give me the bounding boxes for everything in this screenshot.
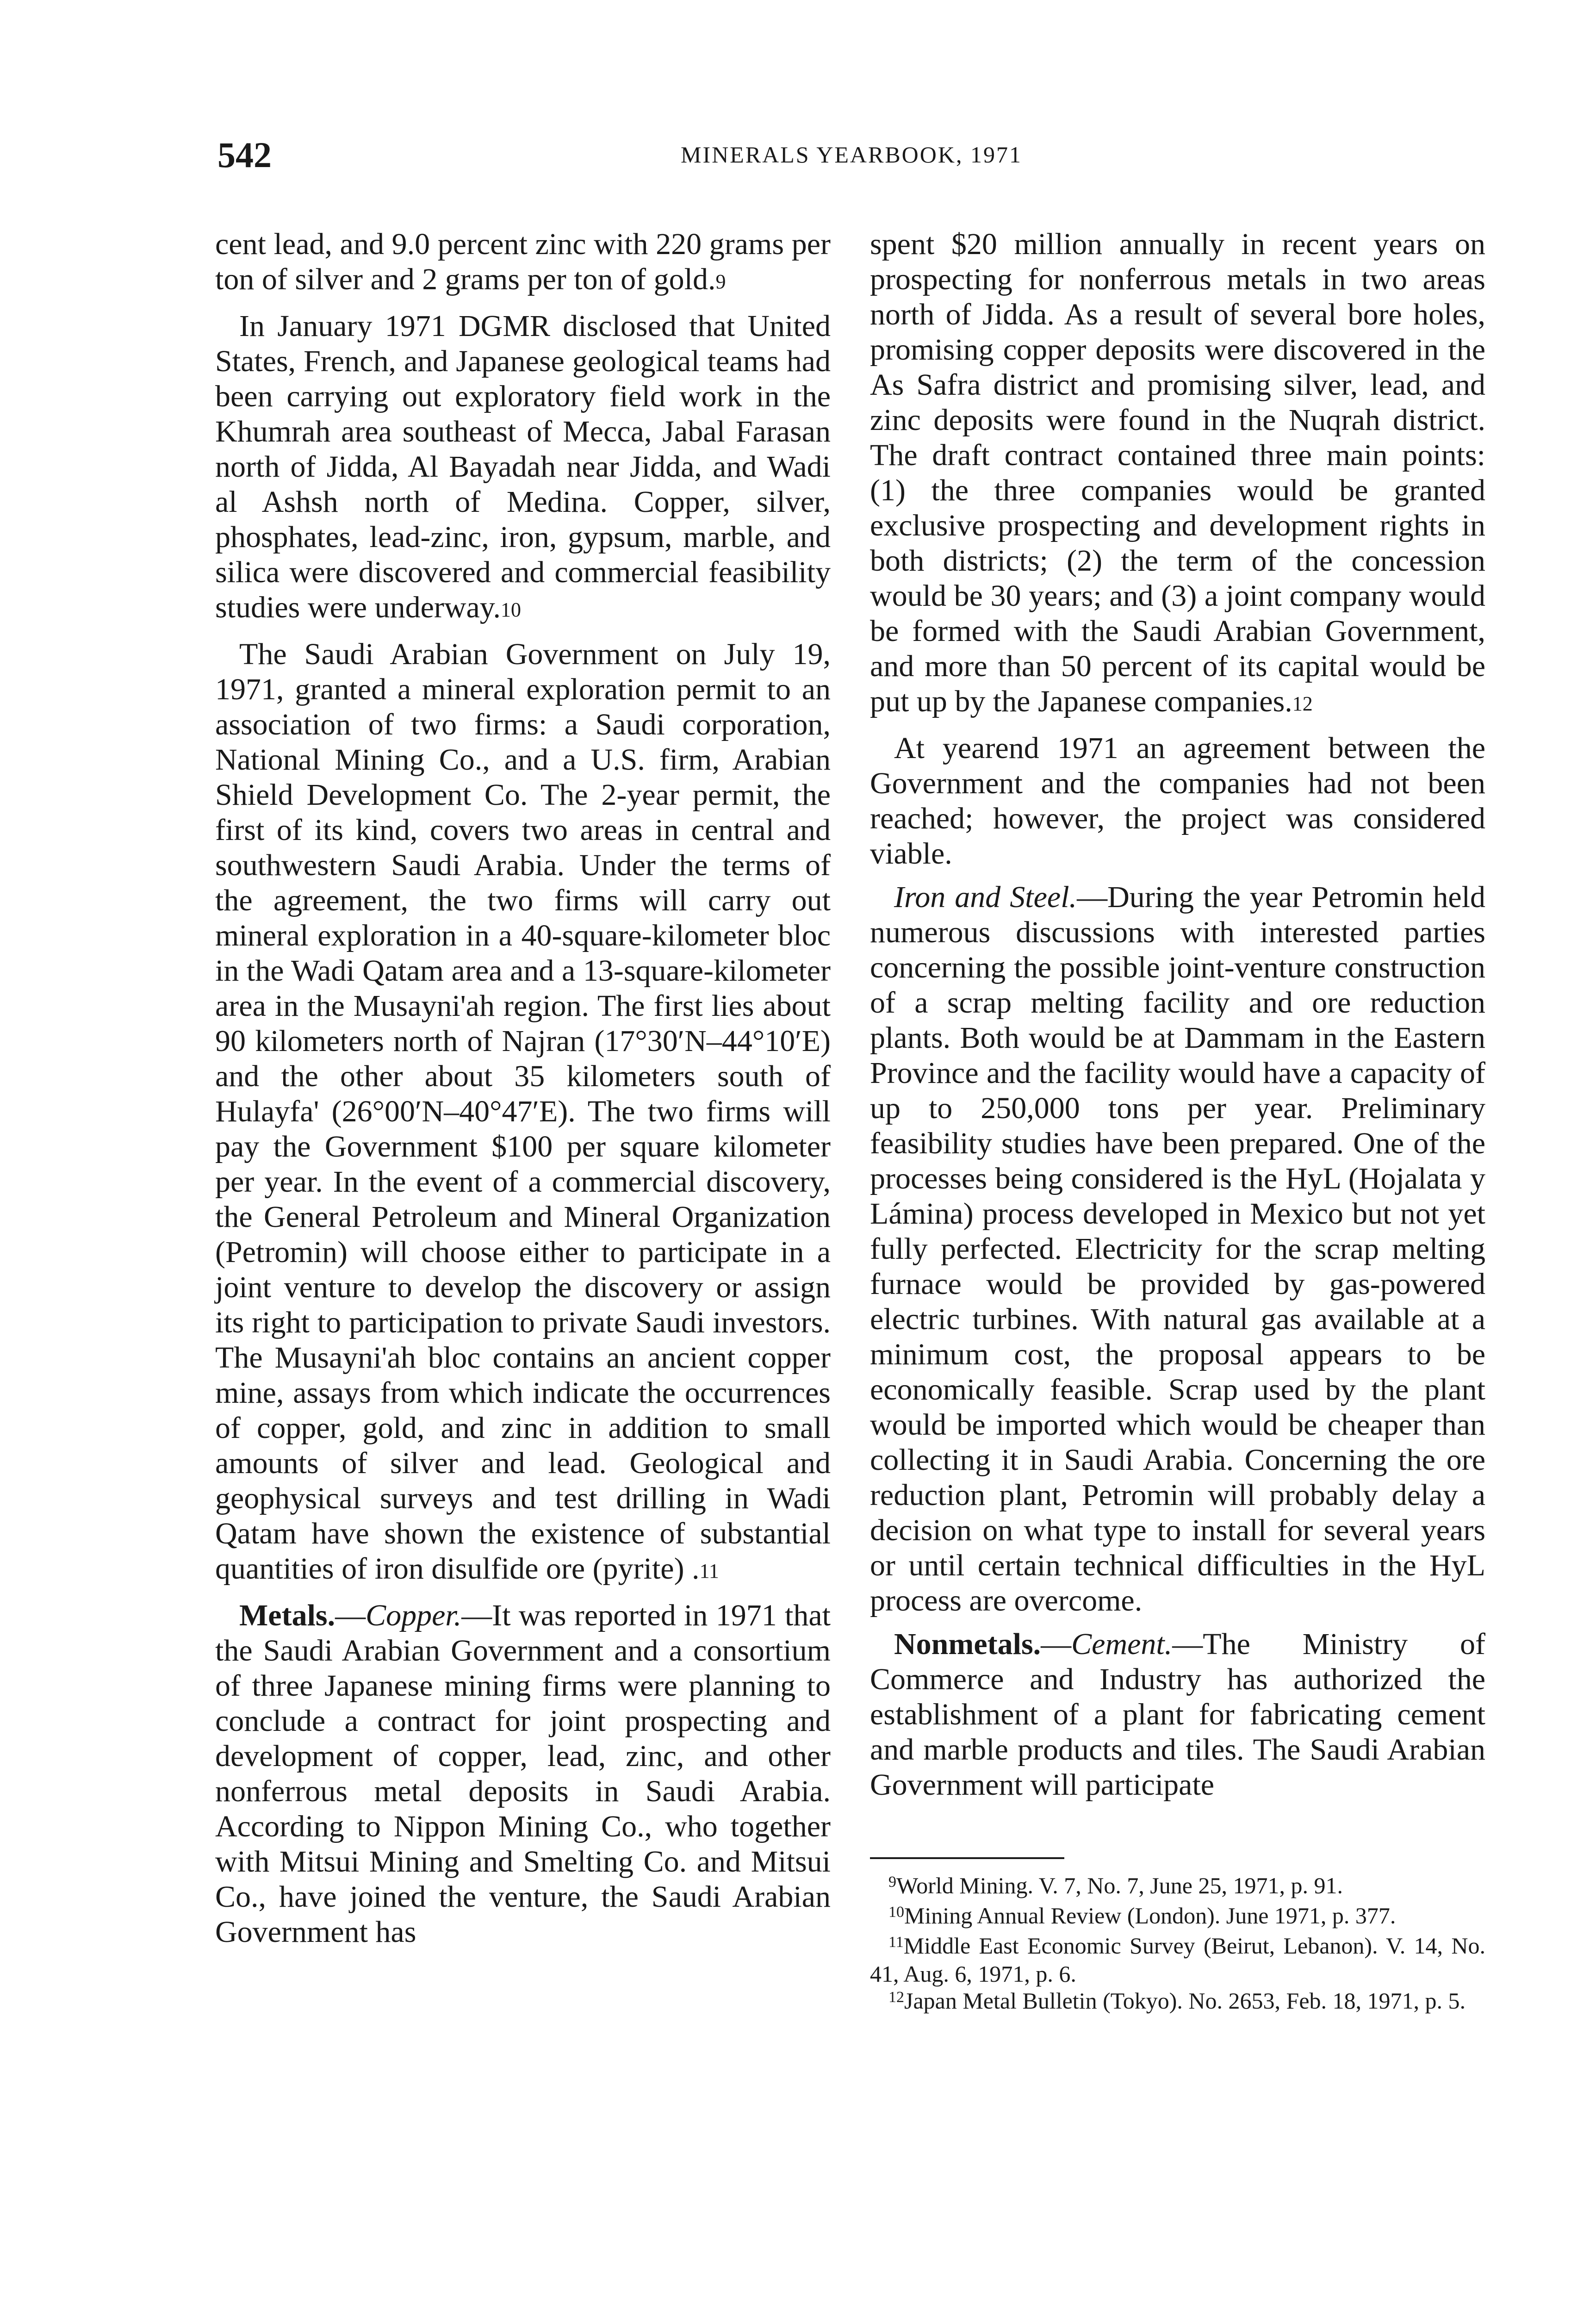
footnote [870,1988,1485,2016]
footnote-ref: 9 [715,270,726,293]
paragraph [215,309,831,628]
paragraph [870,880,1485,1618]
footnote-text: Japan Metal Bulletin (Tokyo). No. 2653, Feb. 18, 1971, p. 5. [904,1988,1466,2014]
paragraph-text: —It was reported in 1971 that the Saudi Arabian Government and a consortium of three Japanese mining firms were planning to conclude a contract for joint prospecting and development of copper, lead, zinc, and other nonferrous metal deposits in Saudi Arabia. According to Nippon Mining Co., who together with Mitsui Mining and Smelting Co. and Mitsui Co., have joined the venture, the Saudi Arabian Government has [215,1599,831,1949]
paragraph-text: spent $20 million annually in recent years on prospecting for nonferrous metals in two areas north of Jidda. As a result of several bore holes, promising copper deposits were discovered in the As Safra district and promising silver, lead, and zinc deposits were found in the Nuqrah district. The draft contract contained three main points: (1) the three companies would be granted exclusive prospecting and development rights in both districts; (2) the term of the concession would be 30 years; and (3) a joint company would be formed with the Saudi Arabian Government, and more than 50 percent of its capital would be put up by the Japanese companies. [870,227,1485,718]
paragraph [215,637,831,1590]
footnote-ref: 12 [1292,692,1313,715]
footnote-text: Middle East Economic Survey (Beirut, Lebanon). V. 14, No. 41, Aug. 6, 1971, p. 6. [870,1933,1485,1987]
subsection-heading: Copper. [366,1599,462,1632]
subsection-heading: Cement. [1071,1627,1173,1661]
paragraph-text: —The Ministry of Commerce and Industry has authorized the establishment of a plant for fabricating cement and marble products and tiles. The Saudi Arabian Government will participate [870,1627,1485,1802]
paragraph-text: In January 1971 DGMR disclosed that United States, French, and Japanese geological teams had been carrying out exploratory field work in the Khumrah area southeast of Mecca, Jabal Farasan north of Jidda, Al Bayadah near Jidda, and Wadi al Ashsh north of Medina. Copper, silver, phosphates, lead-zinc, iron, gypsum, marble, and silica were discovered and commercial feasibility studies were underway. [215,309,831,624]
footnote-number: 12 [888,1989,904,2006]
page-number: 542 [217,135,272,175]
footnote-text: World Mining. V. 7, No. 7, June 25, 1971, p. 91. [896,1872,1343,1898]
footnote-number: 10 [888,1903,904,1921]
paragraph [870,731,1485,871]
heading-dash: — [335,1599,366,1632]
paragraph [215,227,831,300]
paragraph-text: At yearend 1971 an agreement between the Government and the companies had not been reached; however, the project was considered viable. [870,731,1485,871]
paragraph [215,1598,831,1950]
paragraph [870,1627,1485,1803]
footnote [870,1903,1485,1931]
paragraph-text: The Saudi Arabian Government on July 19, 1971, granted a mineral exploration permit to an association of two firms: a Saudi corporation, National Mining Co., and a U.S. firm, Arabian Shield Development Co. The 2-year permit, the first of its kind, covers two areas in central and southwestern Saudi Arabia. Under the terms of the agreement, the two firms will carry out mineral exploration in a 40-square-kilometer bloc in the Wadi Qatam area and a 13-square-kilometer area in the Musayni'ah region. The first lies about 90 kilometers north of Najran (17°30′N–44°10′E) and the other about 35 kilometers south of Hulayfa' (26°00′N–40°47′E). The two firms will pay the Government $100 per square kilometer per year. In the event of a commercial discovery, the General Petroleum and Mineral Organization (Petromin) will choose either to participate in a joint venture to develop the discovery or assign its right to participation to private Saudi investors. The Musayni'ah bloc contains an ancient copper mine, assays from which indicate the occurrences of copper, gold, and zinc in addition to small amounts of silver and lead. Geological and geophysical surveys and test drilling in Wadi Qatam have shown the existence of substantial quantities of iron disulfide ore (pyrite) . [215,637,831,1586]
heading-dash: — [1041,1627,1072,1661]
paragraph-text: —During the year Petromin held numerous discussions with interested parties concerning the possible joint-venture construction of a scrap melting facility and ore reduction plants. Both would be at Dammam in the Eastern Province and the facility would have a capacity of up to 250,000 tons per year. Preliminary feasibility studies have been prepared. One of the processes being considered is the HyL (Hojalata y Lámina) process developed in Mexico but not yet fully perfected. Electricity for the scrap melting furnace would be provided by gas-powered electric turbines. With natural gas available at a minimum cost, the proposal appears to be economically feasible. Scrap used by the plant would be imported which would be cheaper than collecting it in Saudi Arabia. Concerning the ore reduction plant, Petromin will probably delay a decision on what type to install for several years or until certain technical difficulties in the HyL process are overcome. [870,880,1486,1617]
footnote-divider [870,1857,1064,1859]
footnote-text: Mining Annual Review (London). June 1971, p. 377. [904,1903,1396,1928]
footnote-number: 9 [888,1873,896,1891]
footnote-ref: 10 [501,598,522,621]
section-heading: Metals. [239,1599,335,1632]
footnote [870,1873,1485,1901]
footnote [870,1933,1485,1986]
subsection-heading: Iron and Steel. [894,880,1077,914]
running-head: MINERALS YEARBOOK, 1971 [681,142,1022,168]
right-column [870,227,1485,2018]
footnote-ref: 11 [699,1560,719,1582]
paragraph [870,227,1485,722]
footnotes [870,1873,1485,2016]
section-heading: Nonmetals. [894,1627,1041,1661]
left-column [215,227,831,1958]
paragraph-text: cent lead, and 9.0 percent zinc with 220 grams per ton of silver and 2 grams per ton of gold. [215,227,831,296]
footnote-number: 11 [888,1934,904,1951]
